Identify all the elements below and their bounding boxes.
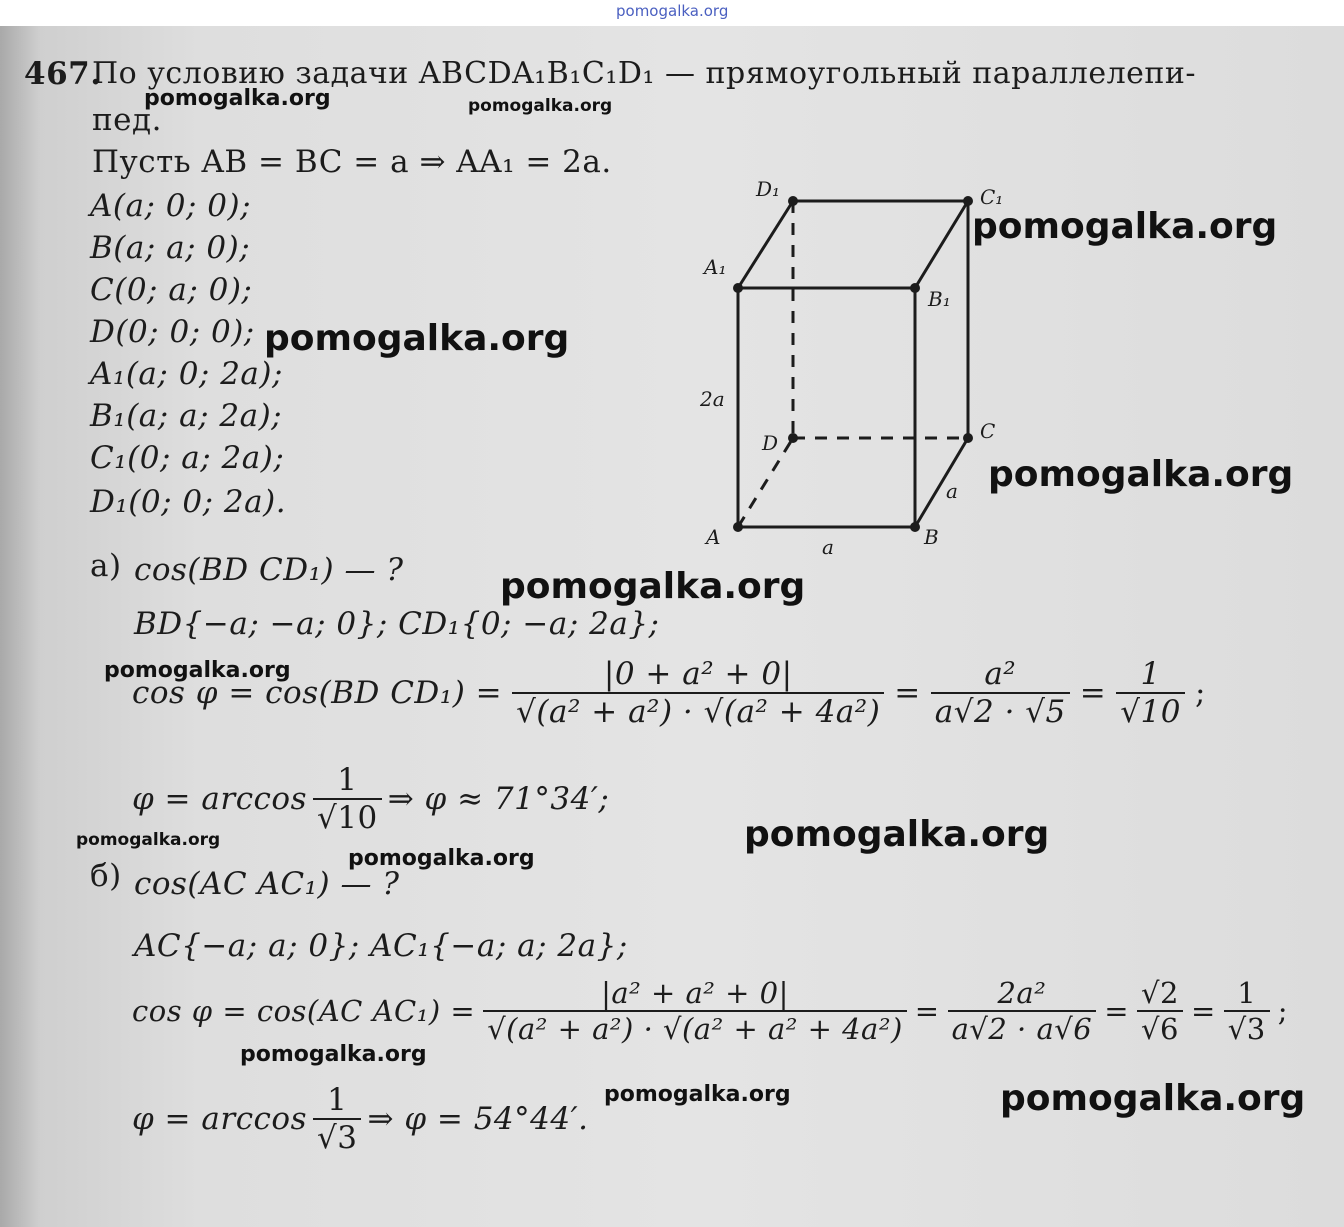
watermark: pomogalka.org	[104, 658, 291, 683]
part-b-phi-result: ⇒ φ = 54°44′.	[367, 1101, 589, 1137]
part-b-phi-lhs: φ = arccos	[132, 1101, 307, 1137]
part-b-cos-lhs: cos φ = cos(AC AC₁) =	[132, 994, 476, 1028]
coord-a: A(a; 0; 0);	[90, 188, 252, 224]
part-a-phi-result: ⇒ φ ≈ 71°34′;	[387, 781, 610, 817]
part-b-frac4	[1224, 976, 1270, 1046]
part-b-phi-frac-den: √3	[313, 1118, 361, 1156]
part-a-frac2-num: a²	[984, 656, 1017, 692]
watermark: pomogalka.org	[604, 1082, 791, 1107]
equals-sign: =	[1079, 675, 1107, 711]
problem-intro-line2: пед.	[92, 102, 162, 138]
coord-b: B(a; a; 0);	[90, 230, 251, 266]
coord-d1: D₁(0; 0; 2a).	[90, 484, 287, 520]
vertex-d	[788, 433, 798, 443]
part-b-question: cos(AC AC₁) — ?	[134, 866, 400, 902]
part-a-end: ;	[1194, 675, 1206, 711]
watermark: pomogalka.org	[468, 96, 613, 116]
coord-c1: C₁(0; a; 2a);	[90, 440, 285, 476]
problem-number: 467.	[24, 56, 102, 92]
edge-b1c1	[915, 201, 968, 288]
part-b-frac3-num: √2	[1141, 976, 1179, 1010]
part-b-cos-formula	[132, 976, 1288, 1046]
part-a-frac3	[1116, 656, 1185, 730]
label-c: C	[980, 419, 996, 443]
label-c1: C₁	[980, 185, 1004, 209]
part-b-frac2	[948, 976, 1097, 1046]
equals-sign: =	[1190, 994, 1216, 1028]
coord-c: C(0; a; 0);	[90, 272, 253, 308]
part-a-phi-frac-den: √10	[313, 798, 382, 836]
label-a1: A₁	[704, 255, 727, 279]
label-b1: B₁	[928, 287, 951, 311]
top-watermark: pomogalka.org	[616, 2, 729, 20]
part-b-frac3	[1137, 976, 1183, 1046]
watermark: pomogalka.org	[348, 846, 535, 871]
part-a-phi-frac	[313, 762, 382, 836]
equals-sign: =	[894, 675, 921, 711]
coord-a1: A₁(a; 0; 2a);	[90, 356, 283, 392]
part-a-frac2	[931, 656, 1070, 730]
equals-sign: =	[1104, 994, 1130, 1028]
part-a-phi-lhs: φ = arccos	[132, 781, 307, 817]
vertex-a	[733, 522, 743, 532]
vertex-a1	[733, 283, 743, 293]
let-line: Пусть AB = BC = a ⇒ AA₁ = 2a.	[92, 144, 612, 180]
part-b-frac1	[483, 976, 907, 1046]
label-d1: D₁	[756, 177, 781, 201]
part-a-phi-line	[132, 762, 609, 836]
watermark: pomogalka.org	[500, 566, 806, 607]
watermark: pomogalka.org	[988, 454, 1294, 495]
part-a-frac1	[512, 656, 884, 730]
part-a-frac3-num: 1	[1140, 656, 1161, 692]
part-b-phi-line	[132, 1082, 589, 1156]
coord-d: D(0; 0; 0);	[90, 314, 255, 350]
part-a-frac1-num: |0 + a² + 0|	[603, 656, 793, 692]
edge-a1d1	[738, 201, 793, 288]
part-b-label: б)	[90, 858, 122, 894]
label-edge-bc: a	[946, 479, 958, 503]
watermark: pomogalka.org	[240, 1042, 427, 1067]
part-b-frac1-den: √(a² + a²) · √(a² + a² + 4a²)	[483, 1010, 907, 1046]
part-b-phi-frac-num: 1	[327, 1082, 348, 1118]
watermark: pomogalka.org	[1000, 1078, 1306, 1119]
watermark: pomogalka.org	[264, 318, 570, 359]
part-a-frac1-den: √(a² + a²) · √(a² + 4a²)	[512, 692, 884, 730]
vertex-b	[910, 522, 920, 532]
part-b-frac3-den: √6	[1137, 1010, 1183, 1046]
edge-bc	[915, 438, 968, 527]
part-a-vectors: BD{−a; −a; 0}; CD₁{0; −a; 2a};	[134, 606, 660, 642]
vertex-d1	[788, 196, 798, 206]
part-a-question: cos(BD CD₁) — ?	[134, 552, 404, 588]
vertex-b1	[910, 283, 920, 293]
watermark: pomogalka.org	[144, 86, 331, 111]
label-d: D	[762, 431, 779, 455]
equals-sign: =	[914, 994, 940, 1028]
part-a-phi-frac-num: 1	[337, 762, 358, 798]
watermark: pomogalka.org	[972, 206, 1278, 247]
label-a: A	[706, 525, 721, 549]
label-b: B	[924, 525, 939, 549]
part-a-frac2-den: a√2 · √5	[931, 692, 1070, 730]
part-a-frac3-den: √10	[1116, 692, 1185, 730]
problem-intro-line1: По условию задачи ABCDA₁B₁C₁D₁ — прямоугольный параллелепи-	[92, 56, 1197, 91]
coord-b1: B₁(a; a; 2a);	[90, 398, 283, 434]
vertex-c	[963, 433, 973, 443]
part-b-frac4-den: √3	[1224, 1010, 1270, 1046]
watermark: pomogalka.org	[76, 830, 221, 850]
part-a-cos-lhs: cos φ = cos(BD CD₁) =	[132, 675, 503, 711]
part-b-frac1-num: |a² + a² + 0|	[601, 976, 789, 1010]
label-height: 2a	[700, 387, 725, 411]
part-b-phi-frac	[313, 1082, 361, 1156]
part-a-cos-formula	[132, 656, 1206, 730]
part-b-frac2-num: 2a²	[997, 976, 1047, 1010]
part-b-frac2-den: a√2 · a√6	[948, 1010, 1097, 1046]
part-b-frac4-num: 1	[1237, 976, 1257, 1010]
part-b-end: ;	[1277, 994, 1288, 1028]
part-b-vectors: AC{−a; a; 0}; AC₁{−a; a; 2a};	[134, 928, 628, 964]
part-a-label: а)	[90, 548, 122, 584]
parallelepiped-figure	[690, 170, 1020, 560]
vertex-c1	[963, 196, 973, 206]
label-edge-ab: a	[822, 535, 834, 559]
watermark: pomogalka.org	[744, 814, 1050, 855]
